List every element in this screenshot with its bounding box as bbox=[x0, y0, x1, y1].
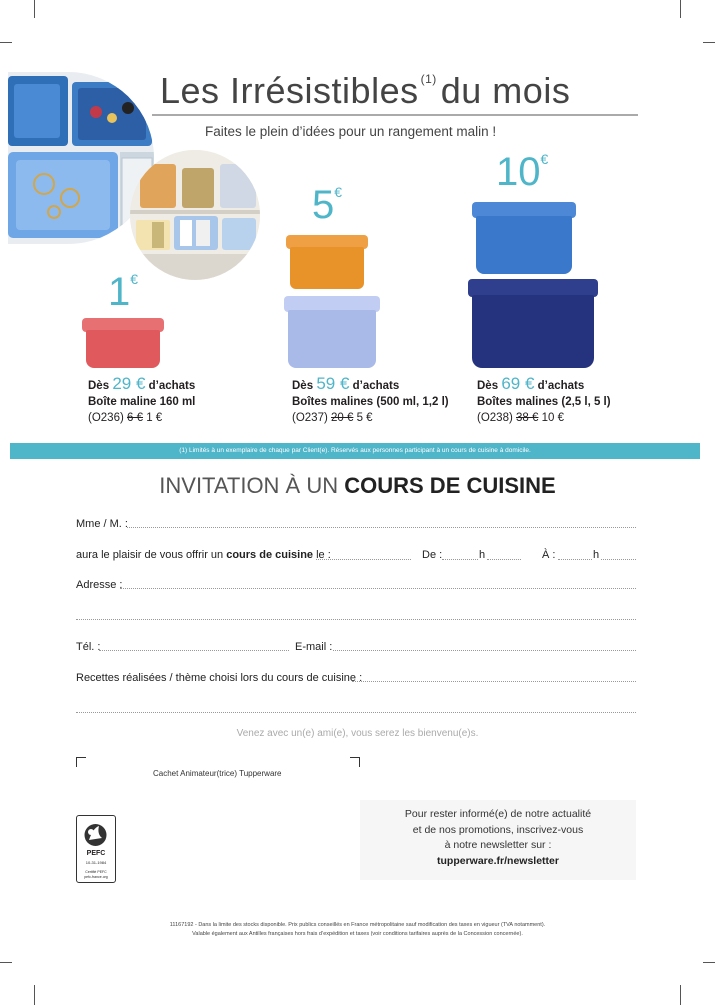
tel-field[interactable] bbox=[99, 650, 289, 651]
recipes-field-line2[interactable] bbox=[76, 712, 636, 713]
stamp-corner-right bbox=[350, 757, 360, 767]
to-hour-field[interactable] bbox=[558, 559, 592, 560]
email-field[interactable] bbox=[333, 650, 636, 651]
newsletter-box bbox=[360, 800, 636, 880]
price-offer-3: 10€ bbox=[496, 150, 549, 194]
conditions-band: (1) Limités à un exemplaire de chaque par Client(e). Réservés aux personnes participant à un cours de cuisine à domicile. bbox=[10, 443, 700, 459]
shelf-photo bbox=[130, 150, 260, 280]
welcome-text: Venez avec un(e) ami(e), vous serez les bienvenu(e)s. bbox=[236, 728, 479, 739]
address-field-line2[interactable] bbox=[76, 619, 636, 620]
newsletter-line-3: à notre newsletter sur : bbox=[444, 839, 552, 851]
pefc-cert: Certifié PEFC pefc-france.org bbox=[84, 870, 108, 879]
crop-mark bbox=[34, 0, 35, 18]
page-subtitle: Faites le plein d’idées pour un rangement malin ! bbox=[205, 124, 497, 139]
crop-mark bbox=[680, 985, 681, 1005]
newsletter-line-1: Pour rester informé(e) de notre actualité bbox=[404, 808, 592, 820]
box-2a bbox=[290, 247, 364, 289]
to-label: À : bbox=[542, 549, 556, 561]
recipes-field[interactable] bbox=[352, 681, 636, 682]
tel-label: Tél. : bbox=[76, 641, 101, 653]
box-1 bbox=[86, 330, 160, 368]
from-minute-field[interactable] bbox=[487, 559, 521, 560]
crop-mark bbox=[680, 0, 681, 18]
crop-mark bbox=[34, 985, 35, 1005]
to-h-unit: h bbox=[593, 549, 600, 561]
crop-mark bbox=[703, 42, 715, 43]
address-field[interactable] bbox=[120, 588, 636, 589]
recipes-label: Recettes réalisées / thème choisi lors du cours de cuisine : bbox=[76, 672, 363, 684]
email-label: E-mail : bbox=[295, 641, 333, 653]
to-minute-field[interactable] bbox=[601, 559, 636, 560]
name-field[interactable] bbox=[127, 527, 636, 528]
offer-3-text: Dès 69 € d’achats Boîtes malines (2,5 l, 5 l) (O238) 38 € 10 € bbox=[477, 374, 611, 424]
box-2b bbox=[288, 310, 376, 368]
price-offer-1: 1€ bbox=[108, 270, 139, 314]
crop-mark bbox=[0, 962, 12, 963]
name-label: Mme / M. : bbox=[76, 518, 128, 530]
title-divider bbox=[152, 114, 638, 116]
stamp-label: Cachet Animateur(trice) Tupperware bbox=[153, 769, 282, 778]
pefc-logo bbox=[76, 815, 116, 883]
box-3a bbox=[476, 216, 572, 274]
from-h-unit: h bbox=[479, 549, 486, 561]
legal-text: 11167192 - Dans la limite des stocks disponible. Prix publics conseillés en France métropolitaine sauf modification des taxes en vigueur (TVA notamment). Valable également aux Antilles françaises hors frais d’expédition et taxes (voir conditions tarifaires auprès de la Concession concernée). bbox=[169, 922, 546, 937]
address-label: Adresse : bbox=[76, 579, 123, 591]
crop-mark bbox=[703, 962, 715, 963]
newsletter-link[interactable]: tupperware.fr/newsletter bbox=[437, 854, 559, 867]
price-offer-2: 5€ bbox=[312, 183, 343, 227]
offer-1-text: Dès 29 € d’achats Boîte maline 160 ml (O236) 6 € 1 € bbox=[88, 374, 196, 424]
newsletter-line-2: et de nos promotions, inscrivez-vous bbox=[412, 823, 584, 836]
date-row-label: aura le plaisir de vous offrir un cours de cuisine le : bbox=[76, 549, 331, 561]
from-hour-field[interactable] bbox=[442, 559, 478, 560]
box-3b bbox=[472, 295, 594, 368]
invitation-title: INVITATION À UN COURS DE CUISINE bbox=[159, 473, 556, 498]
crop-mark bbox=[0, 42, 12, 43]
stamp-corner-left bbox=[76, 757, 86, 767]
offer-2-text: Dès 59 € d’achats Boîtes malines (500 ml, 1,2 l) (O237) 20 € 5 € bbox=[292, 374, 449, 424]
from-label: De : bbox=[422, 549, 443, 561]
pefc-label: PEFC bbox=[86, 850, 106, 857]
pefc-number: 10-31-1984 bbox=[85, 860, 107, 865]
pefc-tree-icon bbox=[77, 820, 114, 850]
date-field[interactable] bbox=[316, 559, 411, 560]
page-title: Les Irrésistibles $^{(1)}$ du mois bbox=[160, 70, 571, 111]
